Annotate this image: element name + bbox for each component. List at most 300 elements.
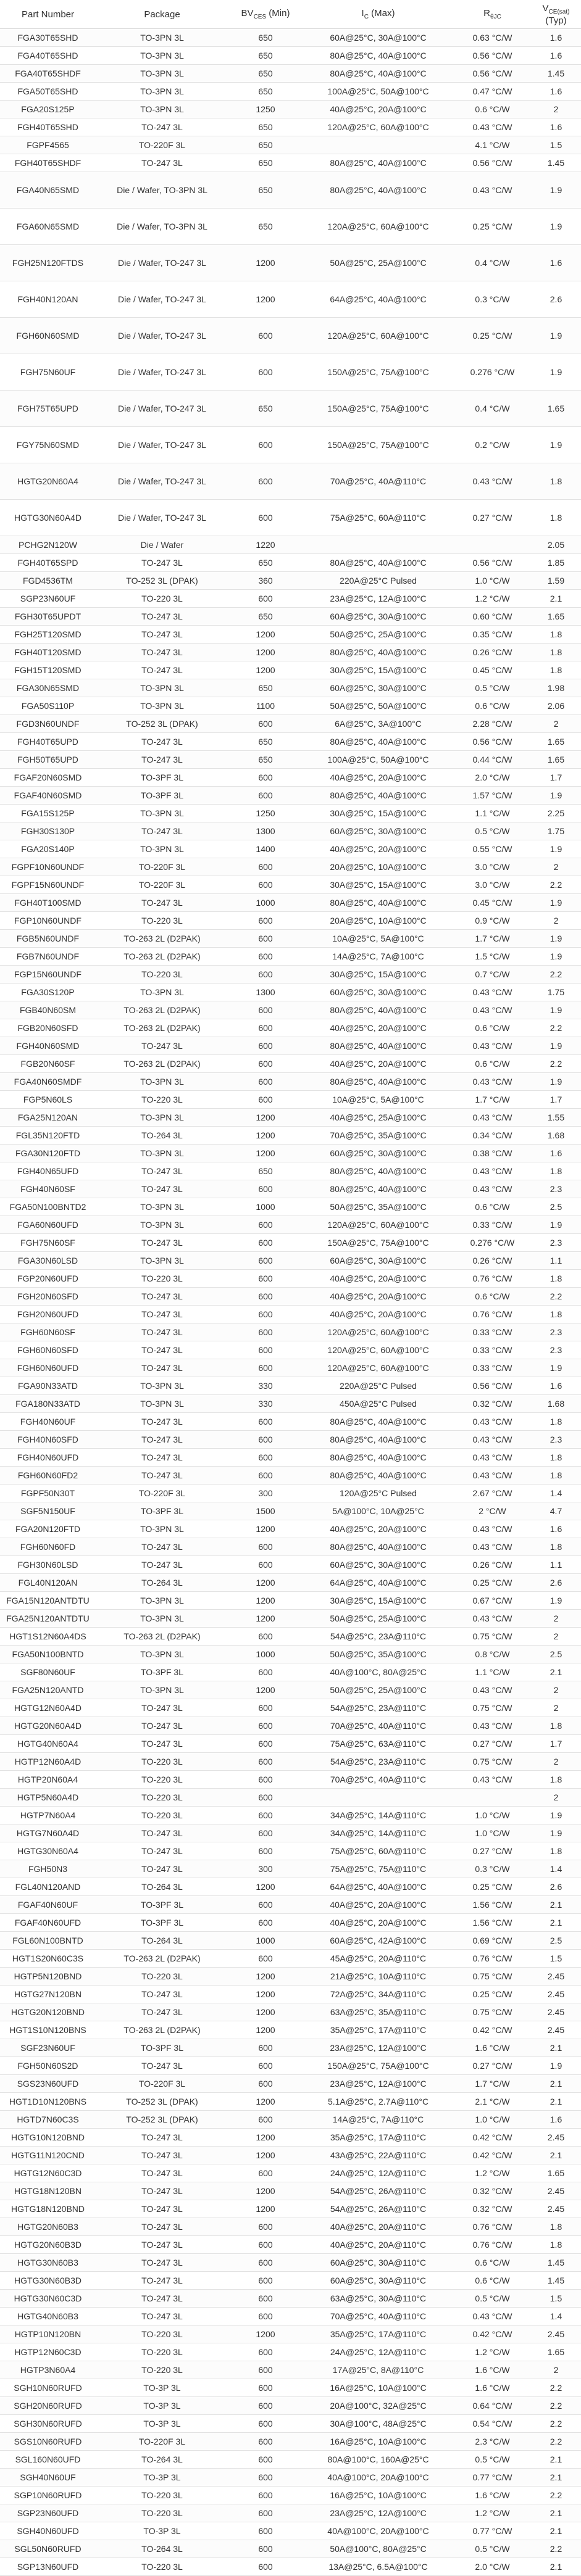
table-row[interactable]	[0, 966, 581, 984]
cell-bvces: 1000	[228, 894, 303, 912]
table-row[interactable]	[0, 1753, 581, 1771]
table-row[interactable]	[0, 136, 581, 154]
cell-ic: 20A@25°C, 10A@100°C	[303, 858, 454, 876]
cell-part-number: FGA25N120AN	[0, 1109, 96, 1127]
cell-part-number: FGAF20N60SMD	[0, 769, 96, 787]
table-row[interactable]	[0, 1109, 581, 1127]
cell-ic: 45A@25°C, 20A@110°C	[303, 1950, 454, 1968]
cell-package: TO-264 3L	[96, 1127, 228, 1145]
cell-bvces: 1200	[228, 1520, 303, 1538]
table-row[interactable]	[0, 1842, 581, 1860]
cell-package: TO-263 2L (D2PAK)	[96, 1055, 228, 1073]
cell-package: TO-263 2L (D2PAK)	[96, 1001, 228, 1019]
table-row[interactable]	[0, 1628, 581, 1646]
cell-ic: 150A@25°C, 75A@100°C	[303, 427, 454, 463]
table-row[interactable]	[0, 1502, 581, 1520]
table-row[interactable]	[0, 2343, 581, 2361]
table-row[interactable]	[0, 769, 581, 787]
cell-bvces: 600	[228, 858, 303, 876]
table-row[interactable]	[0, 572, 581, 590]
cell-ic: 70A@25°C, 40A@110°C	[303, 2308, 454, 2325]
cell-ic: 54A@25°C, 26A@110°C	[303, 2182, 454, 2200]
table-row[interactable]	[0, 876, 581, 894]
table-row[interactable]	[0, 47, 581, 65]
cell-vcesat: 1.9	[531, 840, 581, 858]
table-row[interactable]	[0, 1270, 581, 1288]
table-row[interactable]	[0, 2397, 581, 2415]
cell-package: Die / Wafer, TO-247 3L	[96, 245, 228, 281]
table-row[interactable]	[0, 1145, 581, 1162]
cell-rthjc: 0.25 °C/W	[454, 1574, 531, 1592]
cell-vcesat: 1.8	[531, 2236, 581, 2254]
table-row[interactable]	[0, 2325, 581, 2343]
cell-rthjc: 0.43 °C/W	[454, 1449, 531, 1467]
table-row[interactable]	[0, 2469, 581, 2487]
table-row[interactable]	[0, 65, 581, 83]
table-row[interactable]	[0, 1162, 581, 1180]
table-row[interactable]	[0, 1037, 581, 1055]
cell-ic: 34A@25°C, 14A@110°C	[303, 1807, 454, 1824]
table-row[interactable]	[0, 2433, 581, 2451]
table-row[interactable]	[0, 751, 581, 769]
table-row[interactable]	[0, 1807, 581, 1824]
table-row[interactable]	[0, 1968, 581, 1986]
cell-rthjc: 0.76 °C/W	[454, 2218, 531, 2236]
table-row[interactable]	[0, 644, 581, 661]
cell-vcesat: 1.98	[531, 679, 581, 697]
table-row[interactable]	[0, 2218, 581, 2236]
table-row[interactable]	[0, 2236, 581, 2254]
table-row[interactable]	[0, 1073, 581, 1091]
cell-part-number: HGTP12N60A4D	[0, 1753, 96, 1771]
cell-part-number: FGL35N120FTD	[0, 1127, 96, 1145]
cell-vcesat: 2.2	[531, 1288, 581, 1306]
cell-rthjc: 0.42 °C/W	[454, 2021, 531, 2039]
cell-bvces: 1200	[228, 2200, 303, 2218]
cell-part-number: FGA40T65SHD	[0, 47, 96, 65]
table-row[interactable]	[0, 1234, 581, 1252]
cell-rthjc: 0.77 °C/W	[454, 2469, 531, 2487]
cell-ic: 16A@25°C, 10A@100°C	[303, 2487, 454, 2504]
table-row[interactable]	[0, 1646, 581, 1663]
cell-vcesat: 2.1	[531, 2147, 581, 2164]
cell-bvces: 1200	[228, 1574, 303, 1592]
cell-bvces: 1200	[228, 1968, 303, 1986]
cell-vcesat: 1.59	[531, 572, 581, 590]
table-row[interactable]	[0, 2200, 581, 2218]
cell-part-number: FGH60N60SF	[0, 1323, 96, 1341]
cell-bvces: 600	[228, 1914, 303, 1932]
cell-rthjc: 0.276 °C/W	[454, 354, 531, 391]
table-row[interactable]	[0, 1359, 581, 1377]
table-row[interactable]	[0, 1431, 581, 1449]
cell-rthjc: 0.64 °C/W	[454, 2397, 531, 2415]
cell-vcesat: 2	[531, 858, 581, 876]
table-row[interactable]	[0, 1198, 581, 1216]
cell-part-number: FGPF10N60UNDF	[0, 858, 96, 876]
table-row[interactable]	[0, 1789, 581, 1807]
cell-package: TO-220 3L	[96, 2325, 228, 2343]
cell-rthjc: 0.76 °C/W	[454, 1270, 531, 1288]
cell-bvces: 600	[228, 1663, 303, 1681]
cell-vcesat: 1.6	[531, 1520, 581, 1538]
table-row[interactable]	[0, 391, 581, 427]
table-row[interactable]	[0, 1663, 581, 1681]
cell-rthjc: 0.45 °C/W	[454, 894, 531, 912]
cell-package: TO-263 2L (D2PAK)	[96, 1628, 228, 1646]
table-row[interactable]	[0, 245, 581, 281]
cell-ic: 54A@25°C, 23A@110°C	[303, 1753, 454, 1771]
cell-vcesat: 2.1	[531, 2558, 581, 2576]
table-row[interactable]	[0, 154, 581, 172]
table-row[interactable]	[0, 2093, 581, 2111]
cell-package: TO-247 3L	[96, 1413, 228, 1431]
cell-package: Die / Wafer, TO-247 3L	[96, 463, 228, 500]
table-row[interactable]	[0, 2379, 581, 2397]
table-row[interactable]	[0, 1986, 581, 2003]
table-row[interactable]	[0, 2540, 581, 2558]
table-row[interactable]	[0, 1216, 581, 1234]
cell-rthjc: 0.34 °C/W	[454, 1127, 531, 1145]
table-row[interactable]	[0, 2415, 581, 2433]
cell-package: TO-247 3L	[96, 1449, 228, 1467]
cell-package: Die / Wafer, TO-247 3L	[96, 354, 228, 391]
table-row[interactable]	[0, 2111, 581, 2129]
cell-rthjc: 0.43 °C/W	[454, 1073, 531, 1091]
cell-ic: 16A@25°C, 10A@100°C	[303, 2379, 454, 2397]
cell-package: Die / Wafer	[96, 536, 228, 554]
table-row[interactable]	[0, 463, 581, 500]
cell-part-number: HGT1S10N120BNS	[0, 2021, 96, 2039]
cell-package: TO-3PN 3L	[96, 29, 228, 47]
cell-part-number: FGA50T65SHD	[0, 83, 96, 101]
cell-bvces: 600	[228, 2433, 303, 2451]
cell-ic: 5.1A@25°C, 2.7A@110°C	[303, 2093, 454, 2111]
cell-part-number: FGH40T65SHD	[0, 118, 96, 136]
cell-ic: 40A@25°C, 20A@100°C	[303, 1055, 454, 1073]
table-row[interactable]	[0, 930, 581, 948]
table-row[interactable]	[0, 2487, 581, 2504]
cell-package: TO-247 3L	[96, 2308, 228, 2325]
cell-ic: 75A@25°C, 60A@110°C	[303, 1842, 454, 1860]
cell-package: TO-247 3L	[96, 1306, 228, 1323]
cell-package: TO-220F 3L	[96, 2075, 228, 2093]
table-row[interactable]	[0, 1377, 581, 1395]
table-row[interactable]	[0, 2290, 581, 2308]
cell-bvces: 600	[228, 1413, 303, 1431]
table-row[interactable]	[0, 805, 581, 822]
table-row[interactable]	[0, 984, 581, 1001]
cell-ic: 40A@25°C, 20A@100°C	[303, 1019, 454, 1037]
cell-rthjc: 0.43 °C/W	[454, 1520, 531, 1538]
table-row[interactable]	[0, 733, 581, 751]
cell-part-number: FGP5N60LS	[0, 1091, 96, 1109]
cell-part-number: HGTG30N60B3D	[0, 2272, 96, 2290]
cell-vcesat: 2.1	[531, 1914, 581, 1932]
cell-package: TO-3PF 3L	[96, 1896, 228, 1914]
cell-part-number: FGH40N60SF	[0, 1180, 96, 1198]
cell-vcesat: 1.4	[531, 1485, 581, 1502]
cell-vcesat: 1.8	[531, 661, 581, 679]
cell-package: TO-3PN 3L	[96, 1109, 228, 1127]
cell-part-number: HGTP12N60C3D	[0, 2343, 96, 2361]
cell-ic: 50A@25°C, 35A@100°C	[303, 1646, 454, 1663]
cell-rthjc: 0.45 °C/W	[454, 661, 531, 679]
table-row[interactable]	[0, 1735, 581, 1753]
table-row[interactable]	[0, 354, 581, 391]
cell-ic: 70A@25°C, 40A@110°C	[303, 1771, 454, 1789]
table-row[interactable]	[0, 1717, 581, 1735]
table-row[interactable]	[0, 2075, 581, 2093]
cell-ic: 220A@25°C Pulsed	[303, 1377, 454, 1395]
cell-ic: 75A@25°C, 60A@110°C	[303, 500, 454, 536]
table-row[interactable]	[0, 2057, 581, 2075]
table-row[interactable]	[0, 500, 581, 536]
table-row[interactable]	[0, 894, 581, 912]
table-row[interactable]	[0, 2039, 581, 2057]
cell-package: TO-247 3L	[96, 1341, 228, 1359]
table-row[interactable]	[0, 2021, 581, 2039]
cell-rthjc: 0.43 °C/W	[454, 1162, 531, 1180]
cell-ic: 5A@100°C, 10A@25°C	[303, 1502, 454, 1520]
table-row[interactable]	[0, 590, 581, 608]
table-row[interactable]	[0, 2147, 581, 2164]
table-row[interactable]	[0, 626, 581, 644]
header-package[interactable]: Package	[96, 0, 228, 29]
table-row[interactable]	[0, 1950, 581, 1968]
header-ic[interactable]: $I_C$ (Max)	[303, 0, 454, 29]
cell-ic: 64A@25°C, 40A@100°C	[303, 1574, 454, 1592]
cell-rthjc: 1.6 °C/W	[454, 2379, 531, 2397]
table-row[interactable]	[0, 2003, 581, 2021]
cell-vcesat: 1.8	[531, 1413, 581, 1431]
cell-rthjc: 0.25 °C/W	[454, 209, 531, 245]
cell-rthjc: 0.6 °C/W	[454, 1198, 531, 1216]
cell-package: TO-3PN 3L	[96, 1592, 228, 1610]
cell-package: TO-3PN 3L	[96, 47, 228, 65]
table-row[interactable]	[0, 822, 581, 840]
cell-part-number: FGA180N33ATD	[0, 1395, 96, 1413]
cell-rthjc: 0.43 °C/W	[454, 172, 531, 209]
cell-part-number: FGPF50N30T	[0, 1485, 96, 1502]
table-row[interactable]	[0, 172, 581, 209]
cell-part-number: FGH75N60SF	[0, 1234, 96, 1252]
table-row[interactable]	[0, 2522, 581, 2540]
cell-rthjc: 1.5 °C/W	[454, 948, 531, 966]
cell-bvces: 600	[228, 1449, 303, 1467]
cell-bvces: 600	[228, 1771, 303, 1789]
cell-part-number: FGA30T65SHD	[0, 29, 96, 47]
table-row[interactable]	[0, 1824, 581, 1842]
table-row[interactable]	[0, 1055, 581, 1073]
cell-ic: 30A@25°C, 15A@100°C	[303, 876, 454, 894]
table-row[interactable]	[0, 1860, 581, 1878]
cell-vcesat: 2.45	[531, 2325, 581, 2343]
table-row[interactable]	[0, 1467, 581, 1485]
table-row[interactable]	[0, 948, 581, 966]
cell-bvces: 600	[228, 930, 303, 948]
table-row[interactable]	[0, 1288, 581, 1306]
header-vcesat[interactable]: $V_{CE(sat)}$ (Typ)	[531, 0, 581, 29]
cell-rthjc: 0.33 °C/W	[454, 1216, 531, 1234]
table-row[interactable]	[0, 2504, 581, 2522]
table-row[interactable]	[0, 2254, 581, 2272]
table-row[interactable]	[0, 2308, 581, 2325]
cell-rthjc: 1.56 °C/W	[454, 1896, 531, 1914]
table-row[interactable]	[0, 281, 581, 318]
cell-part-number: FGH25T120SMD	[0, 626, 96, 644]
cell-vcesat: 1.5	[531, 136, 581, 154]
table-row[interactable]	[0, 1610, 581, 1628]
table-row[interactable]	[0, 1323, 581, 1341]
header-rthjc[interactable]: $R_{\theta JC}$	[454, 0, 531, 29]
table-row[interactable]	[0, 1019, 581, 1037]
cell-ic: 40A@100°C, 20A@100°C	[303, 2522, 454, 2540]
cell-package: TO-247 3L	[96, 2182, 228, 2200]
cell-package: TO-3PF 3L	[96, 1502, 228, 1520]
cell-bvces: 330	[228, 1395, 303, 1413]
cell-vcesat: 1.6	[531, 29, 581, 47]
table-row[interactable]	[0, 1341, 581, 1359]
header-bvces[interactable]: $BV_{CES}$ (Min)	[228, 0, 303, 29]
cell-package: TO-3PF 3L	[96, 2039, 228, 2057]
table-row[interactable]	[0, 29, 581, 47]
table-row[interactable]	[0, 715, 581, 733]
cell-ic: 80A@25°C, 40A@100°C	[303, 1431, 454, 1449]
cell-bvces: 1200	[228, 2093, 303, 2111]
cell-part-number: FGA30N65SMD	[0, 679, 96, 697]
table-row[interactable]	[0, 1520, 581, 1538]
table-row[interactable]	[0, 1932, 581, 1950]
cell-bvces: 1200	[228, 2003, 303, 2021]
cell-part-number: FGA50N100BNTD	[0, 1646, 96, 1663]
cell-bvces: 1200	[228, 1127, 303, 1145]
cell-part-number: HGTG20N60A4D	[0, 1717, 96, 1735]
cell-part-number: FGA50S110P	[0, 697, 96, 715]
table-row[interactable]	[0, 1001, 581, 1019]
cell-vcesat: 1.9	[531, 427, 581, 463]
table-row[interactable]	[0, 661, 581, 679]
table-row[interactable]	[0, 1538, 581, 1556]
cell-vcesat: 2	[531, 1610, 581, 1628]
cell-ic: 120A@25°C Pulsed	[303, 1485, 454, 1502]
cell-part-number: SGF80N60UF	[0, 1663, 96, 1681]
cell-package: TO-3P 3L	[96, 2522, 228, 2540]
cell-rthjc: 0.43 °C/W	[454, 118, 531, 136]
table-row[interactable]	[0, 1914, 581, 1932]
cell-part-number: HGTP20N60A4	[0, 1771, 96, 1789]
cell-bvces: 1200	[228, 1681, 303, 1699]
cell-part-number: FGH60N60FD2	[0, 1467, 96, 1485]
table-row[interactable]	[0, 101, 581, 118]
cell-vcesat: 2	[531, 1681, 581, 1699]
cell-package: TO-220 3L	[96, 1771, 228, 1789]
table-row[interactable]	[0, 209, 581, 245]
cell-bvces: 600	[228, 876, 303, 894]
table-row[interactable]	[0, 1878, 581, 1896]
cell-ic: 20A@100°C, 32A@25°C	[303, 2397, 454, 2415]
table-row[interactable]	[0, 787, 581, 805]
cell-rthjc: 0.6 °C/W	[454, 697, 531, 715]
table-row[interactable]	[0, 318, 581, 354]
table-row[interactable]	[0, 858, 581, 876]
cell-rthjc: 0.47 °C/W	[454, 83, 531, 101]
table-row[interactable]	[0, 1896, 581, 1914]
table-row[interactable]	[0, 1699, 581, 1717]
table-row[interactable]	[0, 1180, 581, 1198]
cell-part-number: SGL160N60UFD	[0, 2451, 96, 2469]
cell-part-number: SGS23N60UFD	[0, 2075, 96, 2093]
table-row[interactable]	[0, 1413, 581, 1431]
cell-rthjc: 1.1 °C/W	[454, 1663, 531, 1681]
cell-package: TO-3PF 3L	[96, 769, 228, 787]
table-row[interactable]	[0, 1592, 581, 1610]
cell-ic: 40A@100°C, 20A@100°C	[303, 2469, 454, 2487]
table-row[interactable]	[0, 1252, 581, 1270]
table-row[interactable]	[0, 608, 581, 626]
cell-rthjc: 2.28 °C/W	[454, 715, 531, 733]
table-row[interactable]	[0, 840, 581, 858]
table-row[interactable]	[0, 2558, 581, 2576]
cell-package: TO-247 3L	[96, 626, 228, 644]
cell-package: TO-220F 3L	[96, 2433, 228, 2451]
cell-bvces: 650	[228, 47, 303, 65]
cell-ic: 40A@25°C, 20A@110°C	[303, 2236, 454, 2254]
header-part-number[interactable]: Part Number	[0, 0, 96, 29]
table-row[interactable]	[0, 1306, 581, 1323]
cell-part-number: HGTG40N60B3	[0, 2308, 96, 2325]
cell-package: TO-247 3L	[96, 1037, 228, 1055]
table-row[interactable]	[0, 1395, 581, 1413]
table-row[interactable]	[0, 536, 581, 554]
table-row[interactable]	[0, 1574, 581, 1592]
table-row[interactable]	[0, 1556, 581, 1574]
table-row[interactable]	[0, 2164, 581, 2182]
table-row[interactable]	[0, 2361, 581, 2379]
table-row[interactable]	[0, 679, 581, 697]
table-row[interactable]	[0, 2182, 581, 2200]
cell-part-number: SGH20N60RUFD	[0, 2397, 96, 2415]
table-row[interactable]	[0, 1485, 581, 1502]
table-row[interactable]	[0, 118, 581, 136]
table-row[interactable]	[0, 912, 581, 930]
table-row[interactable]	[0, 427, 581, 463]
cell-vcesat: 1.7	[531, 1091, 581, 1109]
cell-rthjc: 0.27 °C/W	[454, 500, 531, 536]
table-row[interactable]	[0, 1091, 581, 1109]
cell-vcesat: 2.45	[531, 2021, 581, 2039]
cell-part-number: FGH30S130P	[0, 822, 96, 840]
table-row[interactable]	[0, 1127, 581, 1145]
table-row[interactable]	[0, 1771, 581, 1789]
cell-vcesat: 1.8	[531, 1717, 581, 1735]
table-row[interactable]	[0, 1681, 581, 1699]
table-row[interactable]	[0, 1449, 581, 1467]
cell-vcesat: 2.2	[531, 2397, 581, 2415]
cell-vcesat: 2.45	[531, 2129, 581, 2147]
table-row[interactable]	[0, 2129, 581, 2147]
cell-vcesat: 1.9	[531, 354, 581, 391]
cell-rthjc: 3.0 °C/W	[454, 876, 531, 894]
table-row[interactable]	[0, 2272, 581, 2290]
table-row[interactable]	[0, 83, 581, 101]
cell-ic: 60A@25°C, 30A@100°C	[303, 984, 454, 1001]
table-row[interactable]	[0, 697, 581, 715]
cell-package: Die / Wafer, TO-247 3L	[96, 318, 228, 354]
cell-bvces: 600	[228, 2057, 303, 2075]
table-row[interactable]	[0, 2451, 581, 2469]
table-row[interactable]	[0, 554, 581, 572]
